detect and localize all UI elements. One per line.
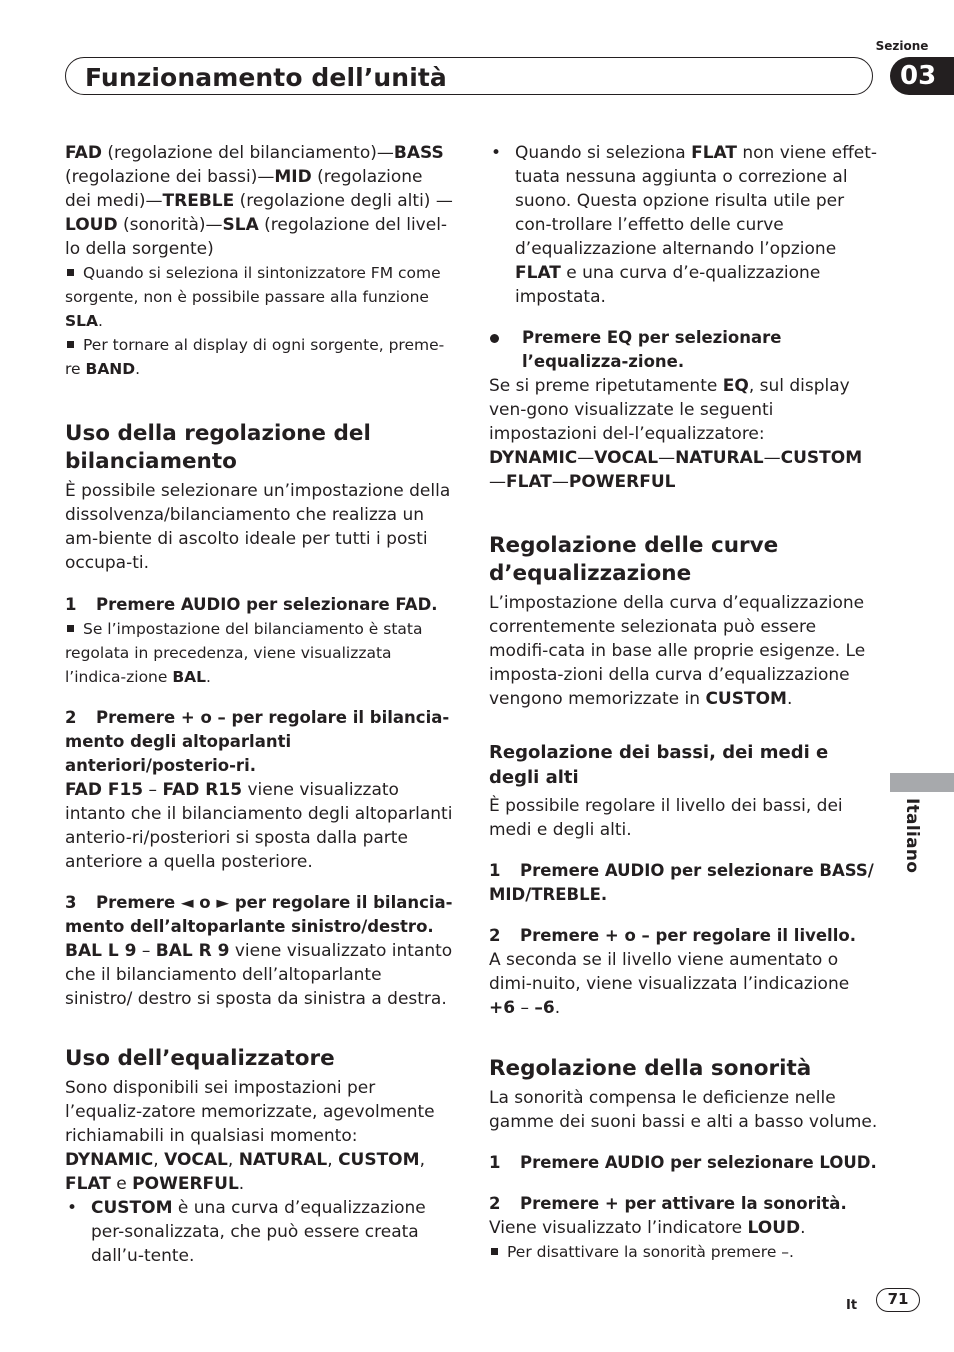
- preset-custom: CUSTOM: [780, 448, 863, 468]
- value-fad-r15: FAD R15: [162, 780, 243, 800]
- dash: —: [577, 448, 595, 468]
- balance-step-2-body: [65, 778, 453, 874]
- footer-language-code: It: [846, 1298, 858, 1313]
- body-bold: CUSTOM: [705, 689, 787, 709]
- setting-loud: LOUD: [65, 215, 118, 235]
- dash: –: [143, 780, 163, 800]
- equalizer-body: [65, 1076, 453, 1196]
- note-fm-sla: [65, 261, 453, 333]
- page-title: Funzionamento dell’unità: [85, 63, 447, 92]
- loud-step-2-body: [489, 1216, 879, 1240]
- language-label: Italiano: [902, 798, 922, 874]
- eq-body: [489, 374, 879, 446]
- note-end: .: [98, 312, 103, 330]
- page-number: 71: [876, 1288, 920, 1312]
- note-text: Per tornare al display di ogni sorgente, preme-re: [65, 336, 445, 378]
- note-text: Quando si seleziona il sintonizzatore FM come sorgente, non è possibile passare alla funzione: [65, 264, 441, 306]
- step-text: Premere + per attivare la sonorità.: [520, 1194, 847, 1213]
- bullet-text: Quando si seleziona: [515, 143, 692, 163]
- note-text: Se l’impostazione del bilanciamento è stata regolata in precedenza, viene visualizzata l’indica-zione: [65, 620, 423, 686]
- note-bold: SLA: [65, 312, 99, 330]
- preset-dynamic: DYNAMIC: [65, 1150, 154, 1170]
- balance-body: È possibile selezionare un’impostazione della dissolvenza/bilanciamento che realizza un am-biente di ascolto ideale per tutti i posti occupa-ti.: [65, 481, 451, 573]
- sep: ,: [419, 1150, 425, 1170]
- body-text: , sul display ven-gono visualizzate le seguenti impostazioni del-l’equalizzatore:: [489, 376, 850, 444]
- note-end: .: [206, 668, 211, 686]
- heading-balance: Uso della regolazione del bilanciamento: [65, 421, 371, 474]
- section-label: Sezione: [875, 39, 929, 53]
- note-band: [65, 333, 453, 381]
- note-text: Per disattivare la sonorità premere –.: [507, 1243, 794, 1261]
- preset-natural: NATURAL: [675, 448, 764, 468]
- note-square-icon: [67, 341, 74, 348]
- left-column: [65, 141, 453, 1268]
- loud-step-2: [489, 1192, 879, 1216]
- heading-curve: Regolazione delle curve d’equalizzazione: [489, 533, 779, 586]
- intro-paragraph: [65, 141, 453, 261]
- intro-text: (sonorità)—: [117, 215, 223, 235]
- note-end: .: [135, 360, 141, 378]
- step-text: Premere AUDIO per selezionare BASS/ MID/TREBLE.: [489, 861, 874, 904]
- language-tab: [890, 773, 954, 792]
- loud-step-1: [489, 1151, 879, 1175]
- body-end: .: [554, 998, 561, 1018]
- heading-bass-mid-treble: Regolazione dei bassi, dei medi e degli alti: [489, 742, 829, 788]
- step-text: Premere ◄ o ► per regolare il bilancia-mento dell’altoparlante sinistro/destro.: [65, 893, 453, 936]
- preset-vocal: VOCAL: [164, 1150, 228, 1170]
- sep: .: [238, 1174, 245, 1194]
- preset-powerful: POWERFUL: [132, 1174, 239, 1194]
- note-bold: BAND: [85, 360, 136, 378]
- value-minus6: –6: [534, 998, 555, 1018]
- bullet-text: e una curva d’e-qualizzazione impostata.: [515, 263, 821, 307]
- step-number: 2: [489, 1194, 501, 1213]
- intro-text: (regolazione dei bassi)—: [65, 167, 275, 187]
- dash: —: [551, 472, 569, 492]
- setting-bass: BASS: [393, 143, 444, 163]
- eq-step: [489, 326, 879, 374]
- setting-treble: TREBLE: [162, 191, 235, 211]
- note-bal: [65, 617, 453, 689]
- bullet-flat: [489, 141, 879, 309]
- value-bal-r9: BAL R 9: [155, 941, 230, 961]
- value-fad-f15: FAD F15: [65, 780, 144, 800]
- heading-loudness: Regolazione della sonorità: [489, 1056, 812, 1081]
- preset-natural: NATURAL: [238, 1150, 328, 1170]
- intro-text: (regolazione dei medi)—: [65, 167, 423, 211]
- eq-preset-list: [489, 446, 879, 494]
- bullet-bold: CUSTOM: [91, 1198, 173, 1218]
- preset-powerful: POWERFUL: [568, 472, 676, 492]
- step-number: 1: [489, 1153, 501, 1172]
- curve-body: [489, 591, 879, 711]
- step-text: Premere AUDIO per selezionare FAD.: [96, 595, 438, 614]
- step-number: 1: [65, 595, 77, 614]
- intro-text: (regolazione degli alti) —: [234, 191, 453, 211]
- body-text: Sono disponibili sei impostazioni per l’equaliz-zatore memorizzate, agevolmente richiamabili in qualsiasi momento:: [65, 1078, 435, 1146]
- value-bal-l9: BAL L 9: [65, 941, 137, 961]
- bass-step-2-body: [489, 948, 879, 1020]
- preset-flat: FLAT: [65, 1174, 111, 1194]
- dash: –: [136, 941, 156, 961]
- loud-body: La sonorità compensa le deficienze nelle gamme dei suoni bassi e alti a basso volume.: [489, 1088, 878, 1132]
- balance-step-3: [65, 891, 453, 939]
- preset-flat: FLAT: [506, 472, 552, 492]
- sep: ,: [153, 1150, 165, 1170]
- step-number: 3: [65, 893, 77, 912]
- body-text: viene visualizzato intanto che il bilanciamento dell’altoparlante sinistro/ destro si sposta da sinistra a destra.: [65, 941, 453, 1009]
- bullet-dot-icon: [490, 334, 499, 343]
- step-text: Premere EQ per selezionare l’equalizza-zione.: [522, 328, 782, 371]
- body-text: Se si preme ripetutamente: [489, 376, 723, 396]
- note-square-icon: [67, 625, 74, 632]
- body-text: A seconda se il livello viene aumentato o dimi-nuito, viene visualizzata l’indicazione: [489, 950, 850, 994]
- right-column: [489, 141, 879, 1264]
- body-bold: EQ: [722, 376, 749, 396]
- note-square-icon: [491, 1248, 498, 1255]
- bullet-text: non viene effet-tuata nessuna aggiunta o correzione al suono. Questa opzione risulta utile per con-trollare l’effetto delle curve d’equalizzazione alternando l’opzione: [515, 143, 878, 259]
- body-end: .: [800, 1218, 806, 1238]
- balance-step-3-body: [65, 939, 453, 1011]
- body-text: L’impostazione della curva d’equalizzazione correntemente selezionata può essere modifi-cata in base alle proprie esigenze. Le imposta-zioni della curva d’equalizzazione vengono memorizzate in: [489, 593, 866, 709]
- step-text: Premere + o – per regolare il bilancia-mento degli altoparlanti anteriori/posterio-ri.: [65, 708, 450, 775]
- dash: —: [658, 448, 676, 468]
- bullet-bold: FLAT: [515, 263, 561, 283]
- bullet-bold: FLAT: [691, 143, 737, 163]
- body-end: .: [786, 689, 793, 709]
- sep: ,: [227, 1150, 239, 1170]
- dash: –: [515, 998, 535, 1018]
- value-plus6: +6: [489, 998, 516, 1018]
- preset-dynamic: DYNAMIC: [489, 448, 578, 468]
- note-loud-off: [489, 1240, 879, 1264]
- body-text: viene visualizzato intanto che il bilanciamento degli altoparlanti anterio-ri/posteriori si sposta dalla parte anteriore a quella posteriore.: [65, 780, 453, 872]
- bullet-custom: [65, 1196, 453, 1268]
- setting-fad: FAD: [65, 143, 102, 163]
- body-text: Viene visualizzato l’indicatore: [489, 1218, 748, 1238]
- bass-step-1: [489, 859, 879, 907]
- step-number: 2: [489, 926, 501, 945]
- step-text: Premere AUDIO per selezionare LOUD.: [520, 1153, 877, 1172]
- sep: e: [110, 1174, 133, 1194]
- note-bold: BAL: [172, 668, 207, 686]
- sep: ,: [327, 1150, 339, 1170]
- page-title-box: [65, 57, 873, 95]
- intro-text: (regolazione del livel-lo della sorgente): [65, 215, 448, 259]
- setting-sla: SLA: [222, 215, 259, 235]
- setting-mid: MID: [274, 167, 312, 187]
- heading-equalizer: Uso dell’equalizzatore: [65, 1046, 335, 1071]
- balance-step-2: [65, 706, 453, 778]
- preset-vocal: VOCAL: [594, 448, 659, 468]
- step-text: Premere + o – per regolare il livello.: [520, 926, 856, 945]
- preset-custom: CUSTOM: [338, 1150, 420, 1170]
- bullet-text: è una curva d’equalizzazione per-sonalizzata, che può essere creata dall’u-tente.: [91, 1198, 426, 1266]
- bass-step-2: [489, 924, 879, 948]
- intro-text: (regolazione del bilanciamento)—: [101, 143, 394, 163]
- balance-step-1: [65, 593, 453, 617]
- section-number-tab: 03: [890, 57, 954, 95]
- dash: —: [489, 472, 506, 492]
- bass-body: È possibile regolare il livello dei bassi, dei medi e degli alti.: [489, 796, 843, 840]
- step-number: 2: [65, 708, 77, 727]
- note-square-icon: [67, 269, 74, 276]
- step-number: 1: [489, 861, 501, 880]
- body-bold: LOUD: [747, 1218, 801, 1238]
- dash: —: [763, 448, 781, 468]
